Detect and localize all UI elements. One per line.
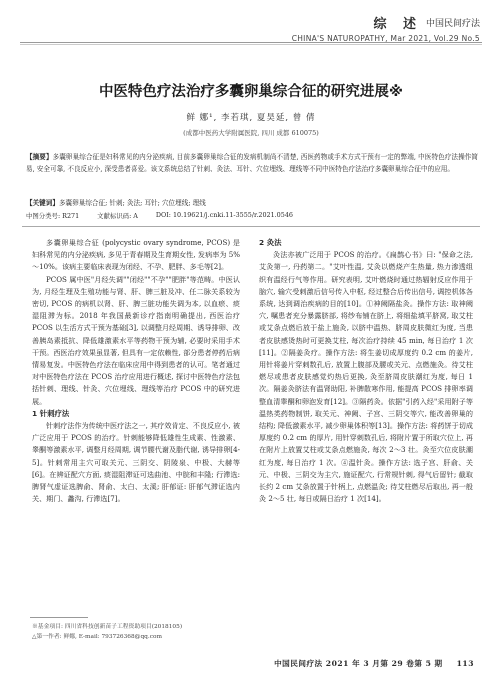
abstract-tag: 【摘要】 — [26, 153, 53, 161]
footnote — [32, 622, 242, 642]
body-paragraph: PCOS 属中医"月经失调""闭经""不孕""肥胖"等范畴。中医认为, 月经生理及生殖功能与肾、肝、脾三脏及冲、任二脉关系较为密切, PCOS 的病机以肾、肝、脾三脏功能失调为本, 以血瘀、痰湿阻滞为标。2018 年我国最新诊疗指南明确提出, 西医治疗 PCOS 以生活方式干预为基础[3], 以调整月经周期、诱导排卵、改善胰岛素抵抗、降低雄激素水平等药物干预为辅, 必要时采用手术干预。西医治疗效果虽显著, 但具有一定依赖性, 部分患者停药后病情易复发。中医特色疗法在临床应用中得到患者的认可。笔者通过对中医特色疗法在 PCOS 治疗应用进行概述, 探讨中医特色疗法包括针刺、理线、针灸、穴位埋线、理线等治疗 PCOS 中的研究进展。 — [32, 274, 240, 406]
body-paragraph: 多囊卵巢综合征 (polycystic ovary syndrome, PCOS) 是妇科常见的内分泌疾病, 多见于青春期及生育期女性, 发病率为 5%～10%。该病主要临床表现为闭经、不孕、肥胖、多毛等[2]。 — [32, 238, 240, 272]
header-rule — [20, 42, 482, 43]
footnote-rule — [30, 617, 88, 618]
keywords-tag: 【关键词】 — [26, 199, 59, 207]
section-category: 综 述 — [373, 17, 422, 32]
keywords-text: 多囊卵巢综合征; 针刺; 灸法; 耳针; 穴位埋线; 理线 — [58, 199, 206, 207]
doi: DOI: 10.19621/j.cnki.11-3555/r.2021.0546 — [155, 211, 293, 219]
page-number: 113 — [456, 659, 474, 668]
keywords — [26, 197, 478, 207]
doc-code: 文献标识码: A — [97, 212, 138, 220]
header-rule-secondary — [20, 44, 482, 45]
abstract-text: 多囊卵巢综合征是妇科常见的内分泌疾病, 目前多囊卵巢综合征的发病机制尚不清楚, 西医药物或手术方式干预有一定的弊端, 中医特色疗法操作简易, 安全可靠, 不良反应小, 深受患者喜爱。该文系统总结了针刺、灸法、耳针、穴位埋线、理线等不同中医特色疗法治疗多囊卵巢综合征中的应用。 — [26, 153, 478, 174]
body-paragraph: 针刺疗法作为传统中医疗法之一, 其疗效肯定、不良反应小, 被广泛应用于 PCOS 的治疗。针刺能够降低雄性生成素、性激素、睾酮等激素水平, 调整月经周期, 调节腰代谢及脂代谢, 诱导排卵[4-5]。针刺常用主穴可取关元、三阴交、阴陵泉、中极、大赫等[6]。在辨证配穴方面, 痰湿阻滞证可选曲池、中脘和丰隆; 行滞选: 脾肾气虚证选脾俞、肾俞、太白、太溪; 肝郁证: 肝郁气滞证选内关、期门、蠡沟, 行滞选[7]。 — [32, 421, 240, 504]
running-header — [292, 13, 480, 43]
article-meta — [26, 211, 478, 220]
abstract — [26, 151, 478, 176]
footer-journal: 中国民间疗法 2021 年 3 月第 29 卷第 5 期 — [274, 659, 443, 668]
article-affiliation: (成都中医药大学附属医院, 四川 成都 610075) — [183, 129, 319, 137]
right-column — [259, 237, 473, 505]
section-heading-moxibustion: 2 灸法 — [259, 238, 282, 247]
clc-number: 中图分类号: R271 — [26, 212, 80, 220]
footnote-fund: ※基金项目: 四川省科技创新苗子工程资助项目(2018105) — [32, 624, 183, 630]
page-footer — [274, 658, 474, 669]
left-column — [32, 237, 240, 505]
magazine-name: 中国民间疗法 — [425, 19, 480, 29]
abstract-separator — [22, 226, 480, 227]
article-authors: 鲜 娜¹, 李若琪, 夏昊延, 曾 倩 — [186, 113, 316, 123]
footnote-corresponding: △第一作者: 鲜娜, E-mail: 793726368@qq.com — [32, 634, 162, 640]
article-title: 中医特色疗法治疗多囊卵巢综合征的研究进展※ — [98, 84, 404, 100]
section-heading-acupuncture: 1 针刺疗法 — [32, 408, 70, 418]
magazine-issue-line: CHINA'S NATUROPATHY, Mar 2021, Vol.29 No.5 — [291, 34, 480, 43]
body-paragraph: 灸法亦被广泛用于 PCOS 的治疗。《扁鹊心书》曰: "保命之法, 艾灸第一, 丹药第二。"艾叶性温, 艾灸以燃烧产生热量, 热力渗透组织有温经行气等作用。研究表明, 艾叶燃烧时通过热辐射反应作用于脑穴, 输穴受刺激后信号传入中枢, 经过整合后传出信号, 调控机体各系统, 达到调治疾病的目的[10]。①神阙隔盐灸。操作方法: 取神阙穴, 嘱患者充分暴露脐部, 将纱布铺在脐上, 将细盐填平脐窝, 取艾柱或艾条点燃后放于盐上施灸, 以脐中温热、脐周皮肤微红为度, 当患者皮肤感烫热时可更换艾柱, 每次治疗持续 45 min, 每日治疗 1 次[11]。②隔姜灸疗。操作方法: 将生姜切成厚度约 0.2 cm 的姜片, 用针将姜片穿刺数孔后, 放置上腹部及腰或关元、点燃施灸。待艾柱燃尽或患者皮肤感觉灼热后更换, 灸至脐周皮肤潮红为度, 每日 1 次。隔姜灸脐法有温肾助阳, 补脾散寒作用, 能提高 PCOS 排卵率调整血清睾酮和卵泡发育[12]。③隔药灸。依据"引药入经"采用附子等温热类药物制饼, 取关元、神阙、子宫、三阴交等穴, 能改善卵巢的结构; 降低激素水平, 减少卵巢体积等[13]。操作方法: 将药饼于切成厚度约 0.2 cm 的厚片, 用针穿刺数孔后, 将附片置于所取穴位上, 再在附片上放置艾柱或艾条点燃施灸, 每次 2～3 壮。灸至穴位皮肤潮红为度, 每日治疗 1 次。④温针灸。操作方法: 选子宫、肝俞、关元、中极、三阴交为主穴, 施证配穴, 行常规针刺, 得气后留针; 截取长约 2 cm 艾条放置于针柄上, 点燃温灸; 待艾柱燃尽后取出, 再一般灸 2～5 壮, 每日或隔日治疗 1 次[14]。 — [259, 250, 473, 504]
